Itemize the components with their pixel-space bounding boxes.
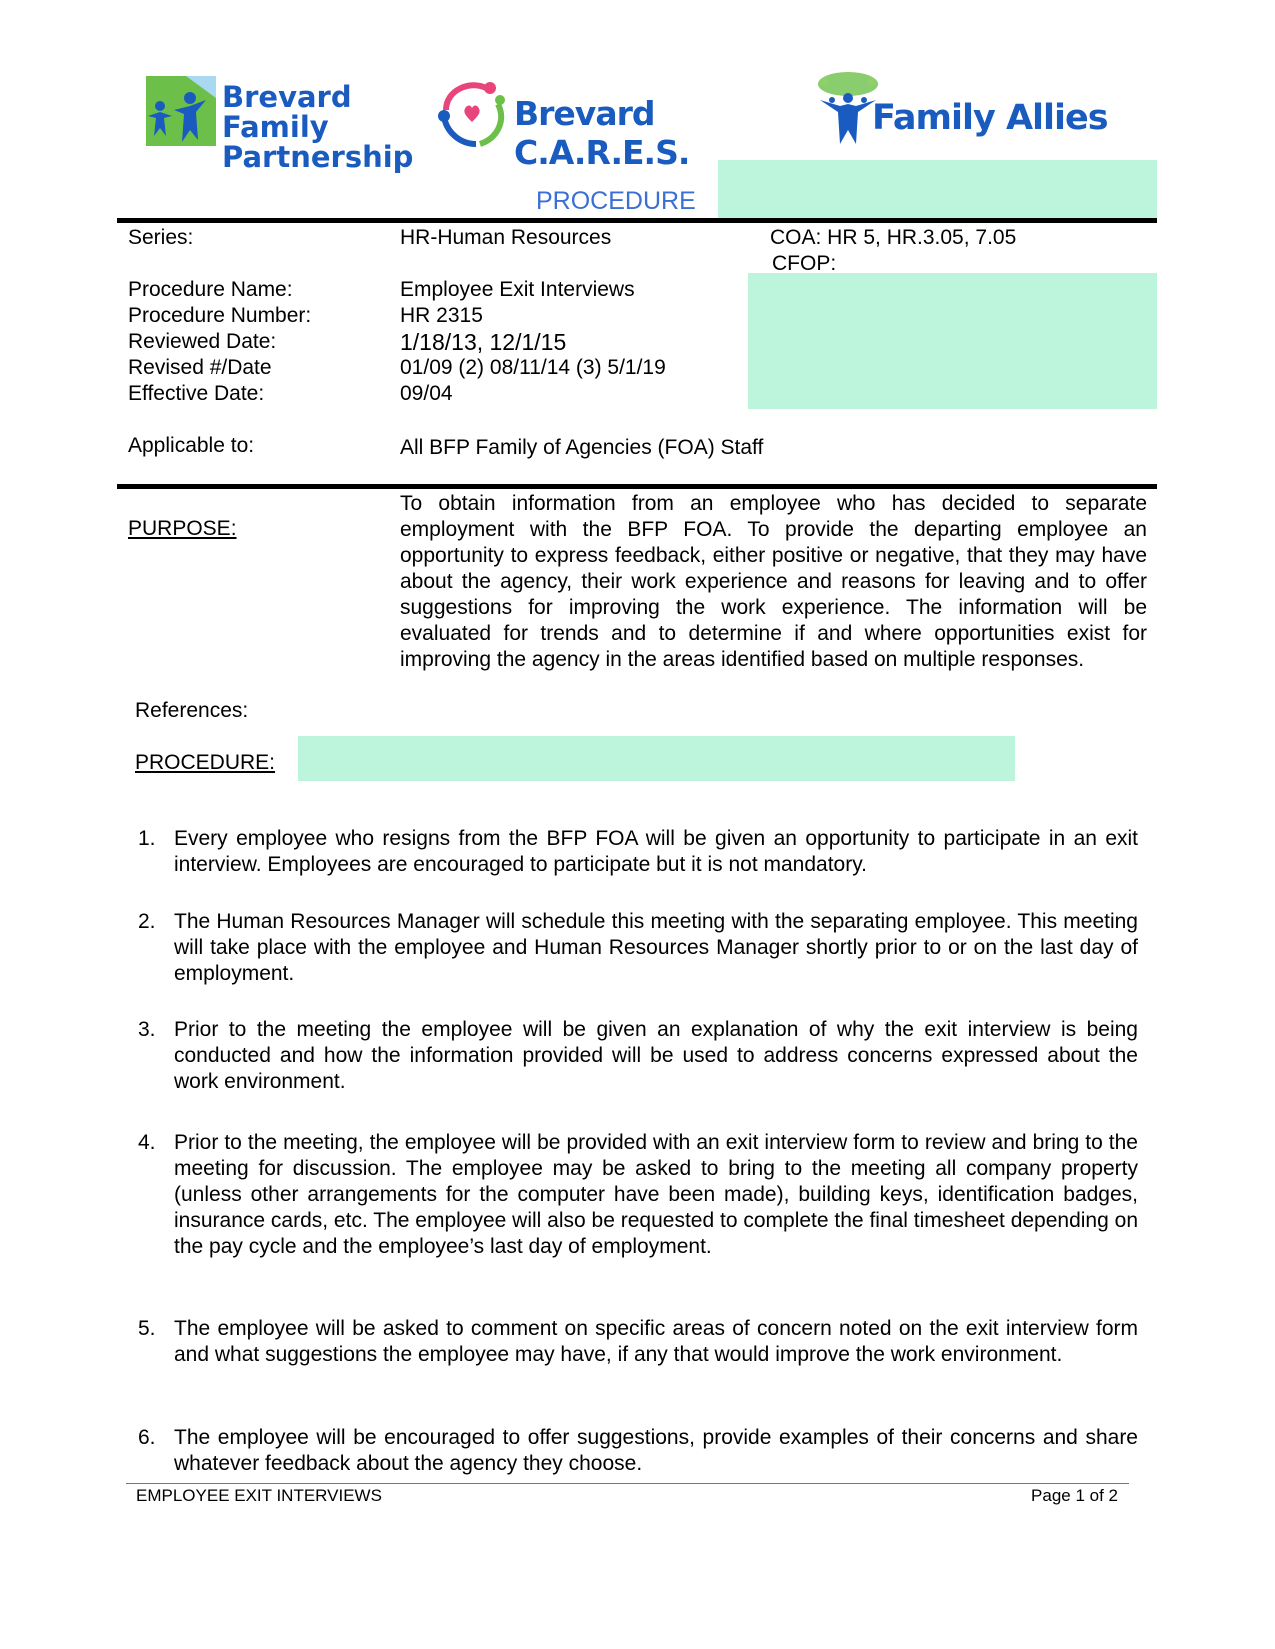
highlight-procedure-box: [298, 736, 1015, 781]
effective-date-value: 09/04: [400, 382, 453, 405]
applicable-label: Applicable to:: [128, 434, 255, 457]
step-text: Every employee who resigns from the BFP FOA will be given an opportunity to participate in an exit interview. Employees are encouraged to participate but it is not mandatory.: [174, 827, 1138, 876]
procedure-step: [138, 1017, 1138, 1095]
header-bottom-rule: [117, 484, 1157, 489]
series-label: Series:: [128, 226, 194, 249]
highlight-title-box: [718, 160, 1157, 219]
effective-date-label: Effective Date:: [128, 382, 265, 405]
coa-value: COA: HR 5, HR.3.05, 7.05: [770, 226, 1017, 249]
logo-bfp: [138, 76, 428, 174]
procedure-step: [138, 909, 1138, 987]
reviewed-date-value: 1/18/13, 12/1/15: [400, 329, 567, 355]
bfp-logo-line1: Brevard Family: [222, 80, 352, 144]
procedure-step: [138, 826, 1138, 878]
footer-title: EMPLOYEE EXIT INTERVIEWS: [136, 1486, 382, 1505]
page-title: PROCEDURE: [536, 187, 696, 215]
step-text: The employee will be asked to comment on specific areas of concern noted on the exit interview form and what suggestions the employee may have, if any that would improve the work environment.: [174, 1317, 1138, 1366]
bfp-logo-line2: Partnership: [222, 140, 414, 174]
allies-logo-text: Family Allies: [872, 98, 1108, 138]
revised-date-value: 01/09 (2) 08/11/14 (3) 5/1/19: [400, 356, 666, 379]
step-number: 3.: [138, 1018, 156, 1041]
step-number: 1.: [138, 827, 156, 850]
step-number: 2.: [138, 910, 156, 933]
procedure-name-value: Employee Exit Interviews: [400, 278, 635, 301]
footer-rule: [126, 1483, 1129, 1484]
page-number: Page 1 of 2: [1031, 1486, 1118, 1505]
purpose-label: PURPOSE:: [128, 517, 237, 540]
step-text: The employee will be encouraged to offer suggestions, provide examples of their concerns and share whatever feedback about the agency they choose.: [174, 1426, 1138, 1475]
procedure-number-label: Procedure Number:: [128, 304, 312, 327]
applicable-value: All BFP Family of Agencies (FOA) Staff: [400, 436, 764, 459]
step-text: Prior to the meeting, the employee will be provided with an exit interview form to review and bring to the meeting for discussion. The employee may be asked to bring to the meeting all company property (unless other arrangements for the computer have been made), building keys, identification badges, insurance cards, etc. The employee will also be requested to complete the final timesheet depending on the pay cycle and the employee’s last day of employment.: [174, 1131, 1138, 1258]
step-text: Prior to the meeting the employee will be given an explanation of why the exit interview is being conducted and how the information provided will be used to address concerns expressed about the work environment.: [174, 1018, 1138, 1093]
procedure-step: [138, 1130, 1138, 1260]
logo-allies: [812, 70, 1112, 150]
purpose-text: To obtain information from an employee who has decided to separate employment with the BFP FOA. To provide the departing employee an opportunity to express feedback, either positive or negative, that they may have about the agency, their work experience and reasons for leaving and to offer suggestions for improving the work experience. The information will be evaluated for trends and to determine if and where opportunities exist for improving the agency in the areas identified based on multiple responses.: [400, 492, 1147, 671]
procedure-step: [138, 1316, 1138, 1368]
highlight-cfop-box: [748, 273, 1157, 409]
cfop-label: CFOP:: [772, 252, 837, 275]
procedure-name-label: Procedure Name:: [128, 278, 293, 301]
references-label: References:: [135, 699, 249, 722]
header-top-rule: [117, 218, 1157, 223]
step-number: 6.: [138, 1426, 156, 1449]
logo-cares: [436, 76, 796, 172]
cares-logo-text: Brevard C.A.R.E.S.: [514, 94, 690, 172]
revised-date-label: Revised #/Date: [128, 356, 272, 379]
step-number: 4.: [138, 1131, 156, 1154]
cares-heart-icon: [436, 76, 508, 150]
step-text: The Human Resources Manager will schedule this meeting with the separating employee. This meeting will take place with the employee and Human Resources Manager shortly prior to or on the last day of employment.: [174, 910, 1138, 985]
bfp-family-icon: [138, 76, 218, 148]
procedure-step: [138, 1425, 1138, 1477]
procedure-number-value: HR 2315: [400, 304, 483, 327]
step-number: 5.: [138, 1317, 156, 1340]
procedure-label: PROCEDURE:: [135, 751, 276, 774]
reviewed-date-label: Reviewed Date:: [128, 330, 277, 353]
series-value: HR-Human Resources: [400, 226, 612, 249]
